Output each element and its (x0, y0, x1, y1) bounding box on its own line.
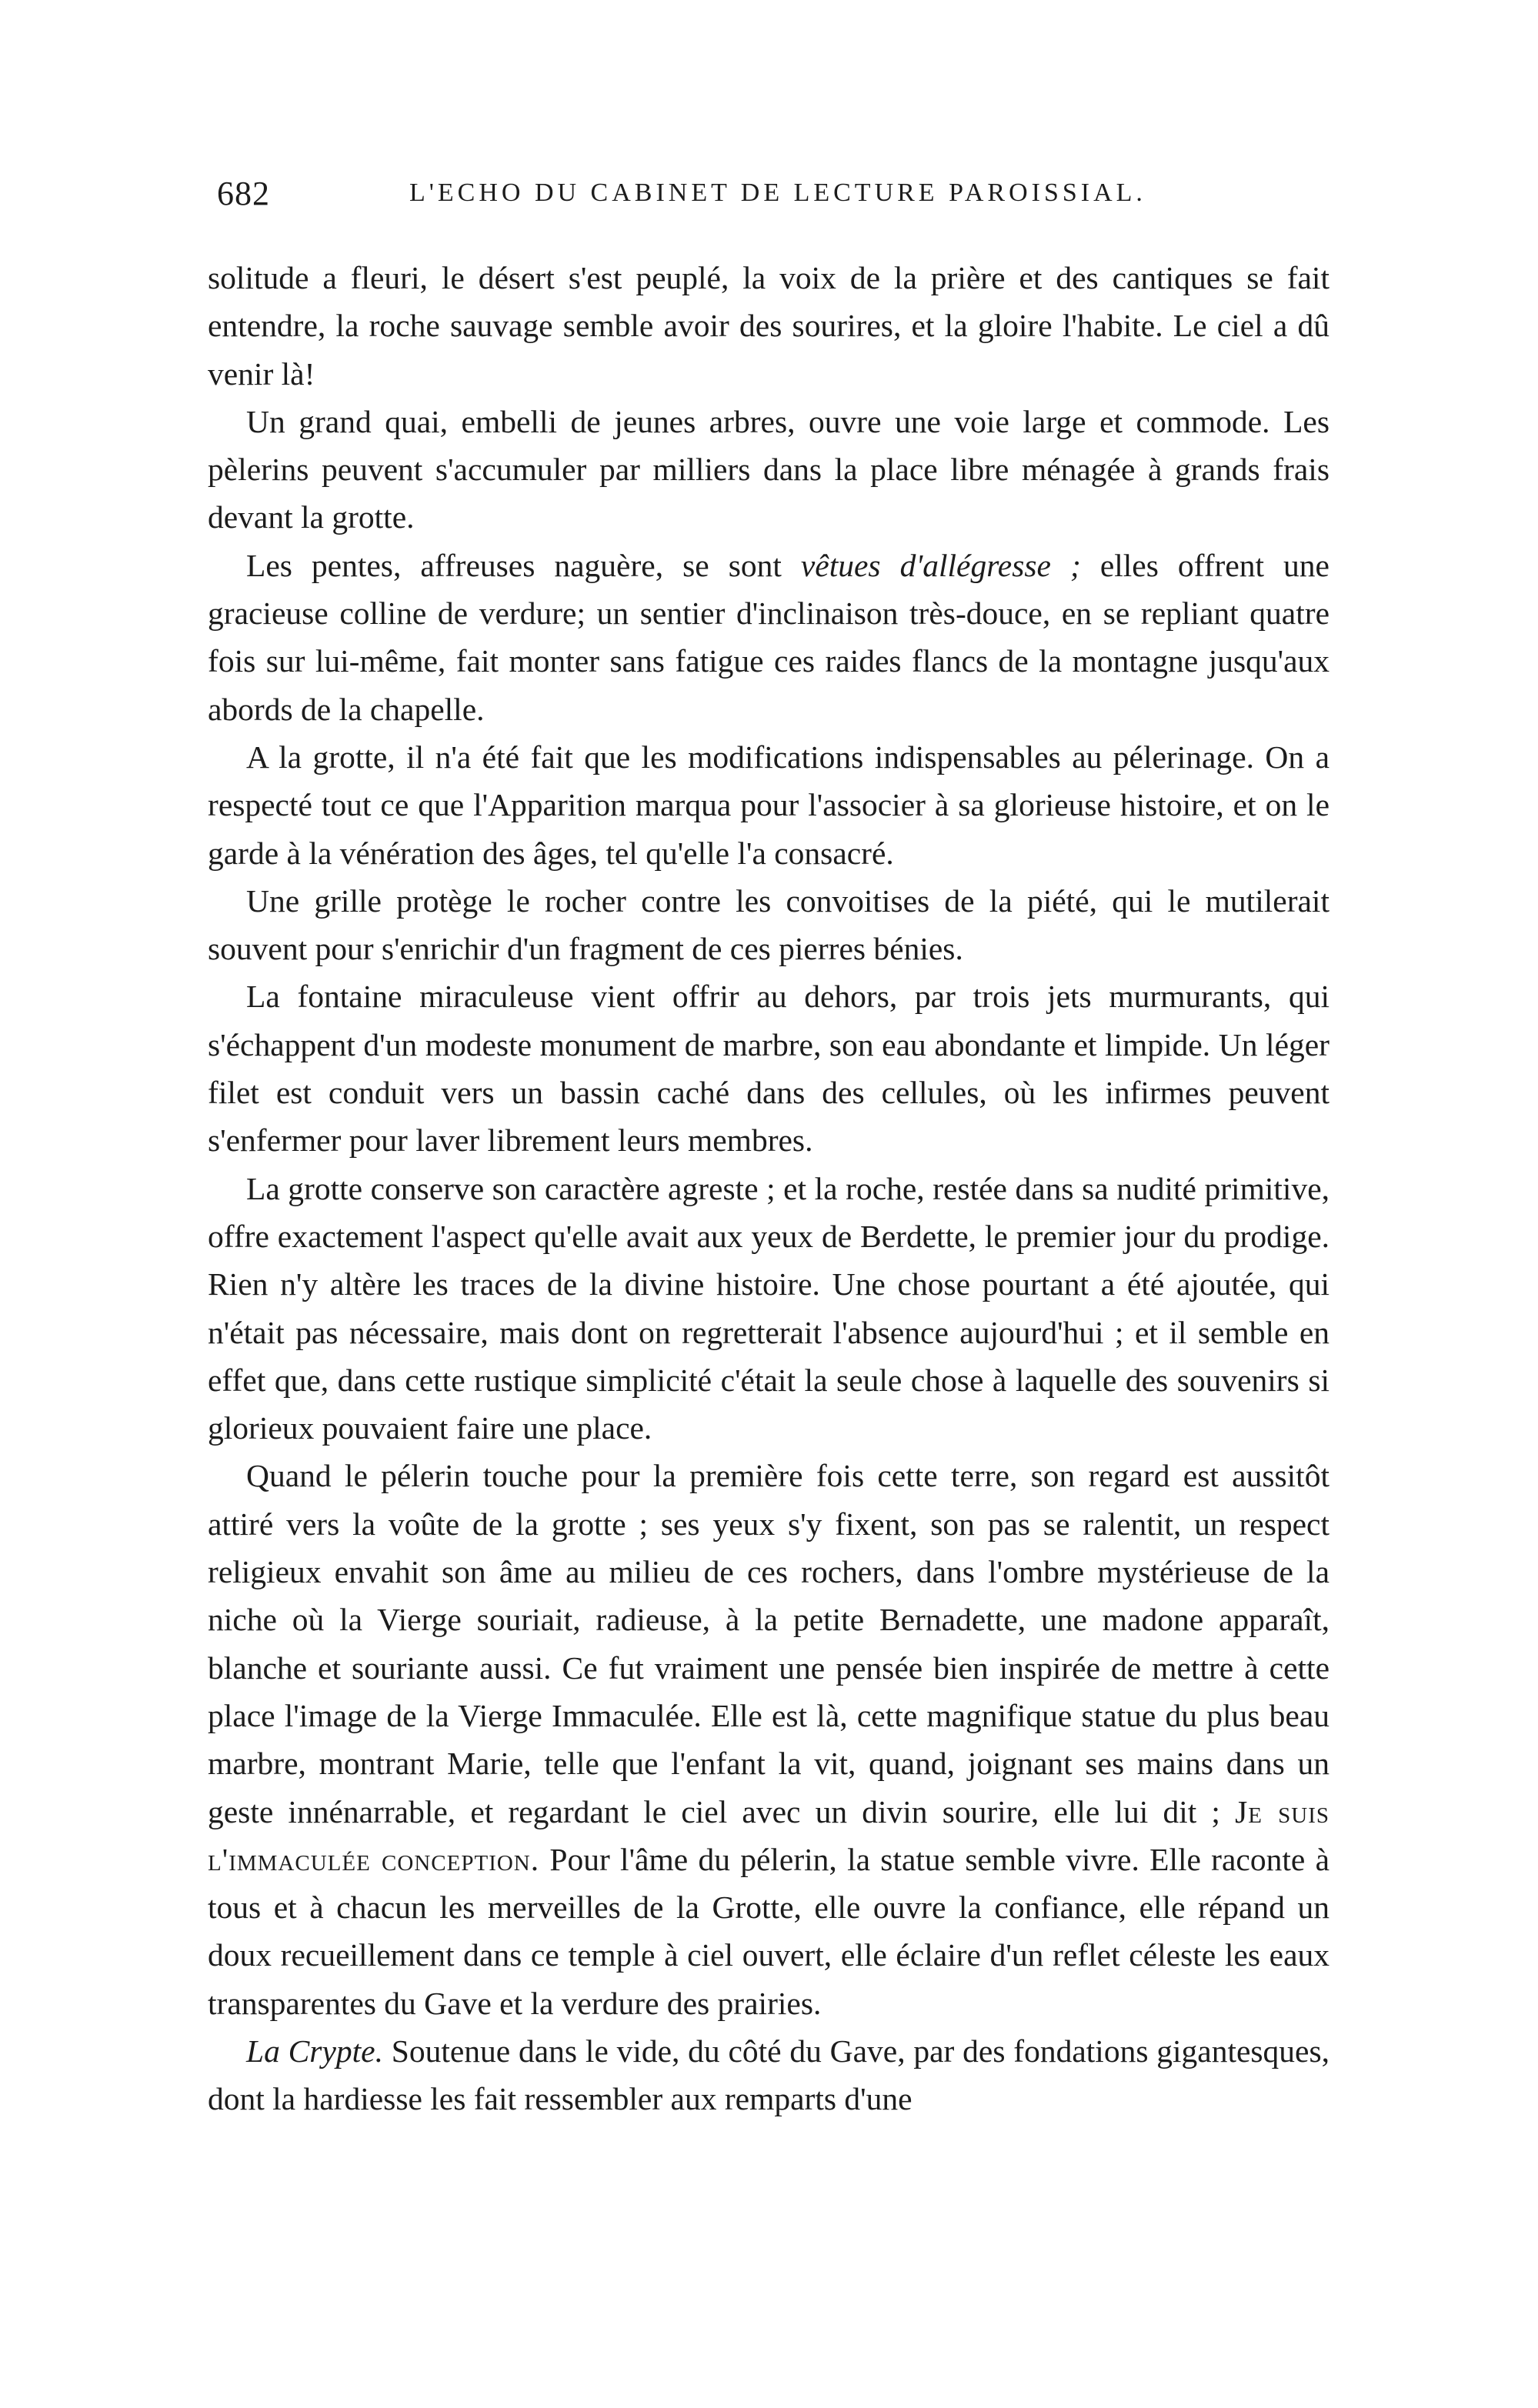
italic-phrase: vêtues d'allégresse ; (800, 547, 1081, 583)
section-heading-italic: La Crypte. (246, 2033, 383, 2069)
text-span: Quand le pélerin touche pour la première fois cette terre, son regard est aussitôt attiré vers la voûte de la grotte ; ses yeux s'y fixent, son pas se ralentit, un respect religieux envahit son âme au milieu de ces rochers, dans l'ombre mystérieuse de la niche où la Vierge souriait, radieuse, à la petite Bernadette, une madone apparaît, blanche et souriante aussi. Ce fut vraiment une pensée bien inspirée de mettre à cette place l'image de la Vierge Immaculée. Elle est là, cette magnifique statue du plus beau marbre, montrant Marie, telle que l'enfant la vit, quand, joignant ses mains dans un geste innénarrable, et regardant le ciel avec un divin sourire, elle lui dit ; (208, 1458, 1329, 1829)
paragraph-grille: Une grille protège le rocher contre les convoitises de la piété, qui le mutilerait souvent pour s'enrichir d'un fragment de ces pierres bénies. (208, 882, 1329, 967)
paragraph-fontaine: La fontaine miraculeuse vient offrir au dehors, par trois jets murmurants, qui s'échappent d'un modeste monument de marbre, son eau abondante et limpide. Un léger filet est conduit vers un bassin caché dans des cellules, où les infirmes peuvent s'enfermer pour laver librement leurs membres. (208, 979, 1329, 1159)
running-title: L'ECHO DU CABINET DE LECTURE PAROISSIAL. (409, 178, 1146, 207)
paragraph-quai: Un grand quai, embelli de jeunes arbres, ouvre une voie large et commode. Les pèlerins peuvent s'accumuler par milliers dans la place libre ménagée à grands frais devant la grotte. (208, 403, 1329, 535)
paragraph-crypte (208, 2027, 1329, 2123)
text-span: Pour l'âme du pélerin, la statue semble vivre. Elle raconte à tous et à chacun les merveilles de la Grotte, elle ouvre la confiance, elle répand un doux recueillement dans ce temple à ciel ouvert, elle éclaire d'un reflet céleste les eaux transparentes du Gave et la verdure des prairies. (208, 1841, 1329, 2021)
paragraph-continuation: solitude a fleuri, le désert s'est peuplé, la voix de la prière et des cantiques se fait entendre, la roche sauvage semble avoir des sourires, et la gloire l'habite. Le ciel a dû venir là! (208, 260, 1329, 392)
paragraph-grotte: A la grotte, il n'a été fait que les modifications indispensables au pélerinage. On a respecté tout ce que l'Apparition marqua pour l'associer à sa glorieuse histoire, et on le garde à la vénération des âges, tel qu'elle l'a consacré. (208, 739, 1329, 871)
text-span: Les pentes, affreuses naguère, se sont (246, 547, 801, 583)
smallcaps-quote: Je suis l'immaculée conception. (208, 1793, 1329, 1877)
page-number: 682 (217, 175, 270, 212)
text-span: elles offrent une gracieuse colline de verdure; un sentier d'inclinaison très-douce, en se repliant quatre fois sur lui-même, fait monter sans fatigue ces raides flancs de la montagne jusqu'aux abords de la chapelle. (208, 547, 1329, 727)
paragraph-pentes (208, 542, 1329, 733)
paragraph-roche: La grotte conserve son caractère agreste ; et la roche, restée dans sa nudité primitive, offre exactement l'aspect qu'elle avait aux yeux de Berdette, le premier jour du prodige. Rien n'y altère les traces de la divine histoire. Une chose pourtant a été ajoutée, qui n'était pas nécessaire, mais dont on regretterait l'absence aujourd'hui ; et il semble en effet que, dans cette rustique simplicité c'était la seule chose à laquelle des souvenirs si glorieux pouvaient faire une place. (208, 1170, 1329, 1446)
body-text (208, 254, 1329, 2123)
paragraph-statue (208, 1452, 1329, 2027)
running-head (217, 174, 1333, 220)
text-span: Soutenue dans le vide, du côté du Gave, par des fondations gigantesques, dont la hardiesse les fait ressembler aux remparts d'une (208, 2033, 1330, 2117)
